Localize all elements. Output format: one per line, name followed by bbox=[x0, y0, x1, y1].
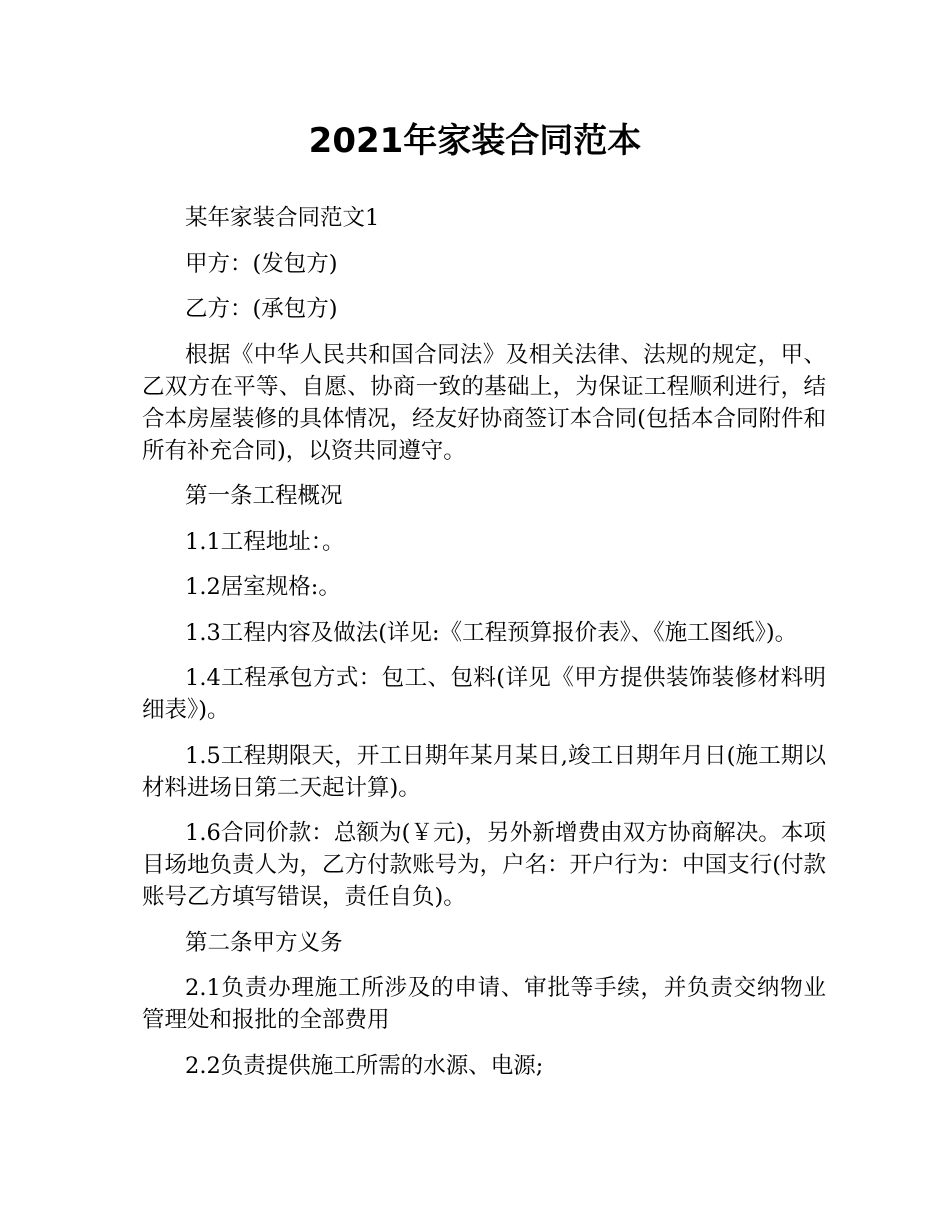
section-heading-1: 第一条工程概况 bbox=[185, 483, 343, 509]
paragraph-preamble: 根据《中华人民共和国合同法》及相关法律、法规的规定，甲、乙双方在平等、自愿、协商一致的基础上，为保证工程顺利进行，结合本房屋装修的具体情况，经友好协商签订本合同(包括本合同附件和所有补充合同)，以资共同遵守。 bbox=[142, 341, 826, 464]
clause-2-1: 2.1负责办理施工所涉及的申请、审批等手续，并负责交纳物业管理处和报批的全部费用 bbox=[142, 975, 826, 1033]
clause-1-5: 1.5工程期限天，开工日期年某月某日,竣工日期年月日(施工期以材料进场日第二天起计算)。 bbox=[142, 742, 826, 801]
clause-1-3: 1.3工程内容及做法(详见:《工程预算报价表》、《施工图纸》)。 bbox=[185, 619, 798, 646]
paragraph-sample-heading: 某年家装合同范文1 bbox=[185, 205, 380, 231]
clause-2-2: 2.2负责提供施工所需的水源、电源; bbox=[185, 1052, 544, 1079]
document-body bbox=[142, 202, 826, 1095]
paragraph-party-a: 甲方：(发包方) bbox=[185, 250, 338, 277]
paragraph-party-b: 乙方：(承包方) bbox=[185, 296, 338, 322]
clause-1-6: 1.6合同价款：总额为(￥元)，另外新增费由双方协商解决。本项目场地负责人为，乙方付款账号为，户名：开户行为：中国支行(付款账号乙方填写错误，责任自负)。 bbox=[142, 820, 826, 910]
clause-1-1: 1.1工程地址：。 bbox=[185, 528, 345, 555]
section-heading-2: 第二条甲方义务 bbox=[185, 929, 343, 956]
clause-1-4: 1.4工程承包方式：包工、包料(详见《甲方提供装饰装修材料明细表》)。 bbox=[142, 665, 826, 723]
document-title: 2021年家装合同范本 bbox=[308, 121, 642, 161]
clause-1-2: 1.2居室规格:。 bbox=[185, 574, 341, 600]
